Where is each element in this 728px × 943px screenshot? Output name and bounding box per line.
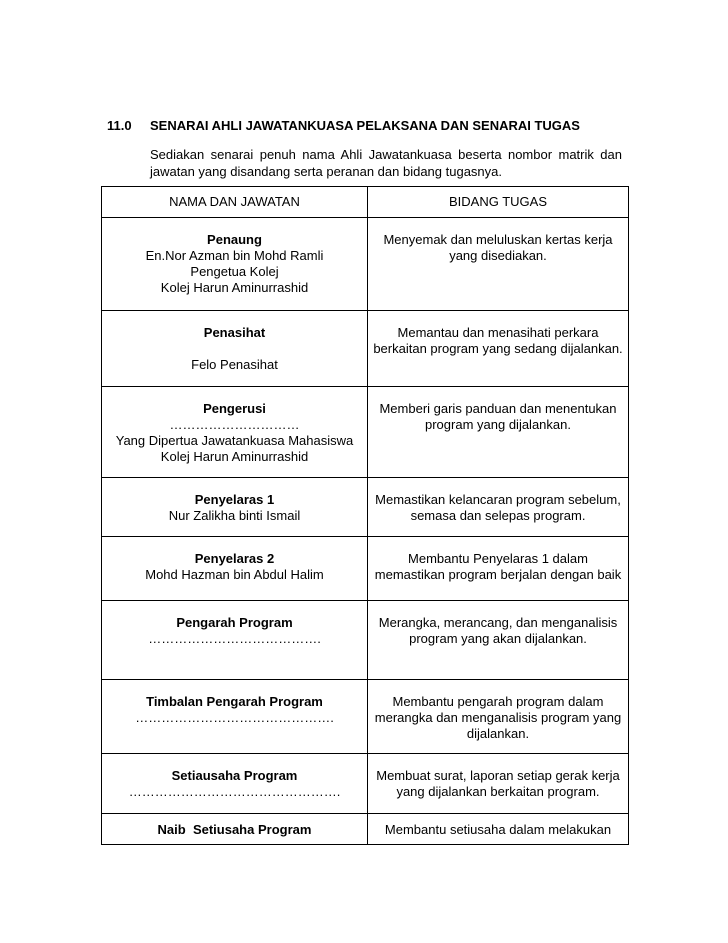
task-text: Memastikan kelancaran program sebelum, semasa dan selepas program.: [375, 492, 621, 523]
member-role: Penaung: [207, 232, 262, 247]
member-line: Felo Penasihat: [191, 357, 278, 372]
committee-table: [101, 186, 629, 845]
task-cell: [368, 680, 629, 754]
header-bidang-tugas: BIDANG TUGAS: [368, 187, 629, 218]
task-text: Membantu setiusaha dalam melakukan: [384, 822, 612, 837]
task-text: Membantu pengarah program dalam merangka dan menganalisis program yang dijalankan.: [374, 694, 622, 741]
member-line: Kolej Harun Aminurrashid: [160, 449, 309, 464]
table-row: [102, 537, 629, 601]
member-cell: [102, 478, 368, 537]
task-text: Memberi garis panduan dan menentukan program yang dijalankan.: [379, 401, 617, 432]
table-row: [102, 387, 629, 478]
task-text: Merangka, merancang, dan menganalisis program yang akan dijalankan.: [378, 615, 618, 646]
task-cell: [368, 601, 629, 680]
member-role: Penyelaras 1: [194, 492, 275, 507]
member-role: Pengerusi: [203, 401, 266, 416]
table-row: [102, 218, 629, 311]
table-row: [102, 814, 629, 845]
member-cell: [102, 387, 368, 478]
member-cell: [102, 537, 368, 601]
task-cell: [368, 814, 629, 845]
task-cell: [368, 754, 629, 814]
member-role: Pengarah Program: [176, 615, 293, 630]
table-row: [102, 754, 629, 814]
member-cell: [102, 218, 368, 311]
task-cell: [368, 218, 629, 311]
member-line: ……………………………………….: [135, 710, 334, 725]
section-heading: [107, 118, 580, 134]
member-line: En.Nor Azman bin Mohd Ramli: [145, 248, 324, 263]
member-role: Penasihat: [203, 325, 266, 340]
member-line: Mohd Hazman bin Abdul Halim: [145, 567, 324, 582]
task-cell: [368, 478, 629, 537]
table-row: [102, 601, 629, 680]
section-intro: Sediakan senarai penuh nama Ahli Jawatankuasa beserta nombor matrik dan jawatan yang disandang serta peranan dan bidang tugasnya.: [150, 147, 622, 179]
section-title: SENARAI AHLI JAWATANKUASA PELAKSANA DAN SENARAI TUGAS: [150, 118, 580, 133]
member-line: ………………………………………….: [128, 784, 341, 799]
task-cell: [368, 537, 629, 601]
member-role: Naib Setiusaha Program: [157, 822, 312, 837]
table-header-row: [102, 187, 629, 218]
task-cell: [368, 311, 629, 387]
member-line: Kolej Harun Aminurrashid: [160, 280, 309, 295]
header-nama-jawatan: NAMA DAN JAWATAN: [102, 187, 368, 218]
member-role: Setiausaha Program: [171, 768, 298, 783]
table-row: [102, 311, 629, 387]
task-text: Membuat surat, laporan setiap gerak kerja yang dijalankan berkaitan program.: [376, 768, 620, 799]
member-cell: [102, 680, 368, 754]
table-row: [102, 680, 629, 754]
member-role: Timbalan Pengarah Program: [146, 694, 323, 709]
member-cell: [102, 754, 368, 814]
task-text: Menyemak dan meluluskan kertas kerja yang disediakan.: [383, 232, 613, 263]
member-cell: [102, 601, 368, 680]
member-line: ………………………………….: [148, 631, 321, 646]
member-cell: [102, 311, 368, 387]
member-line: Pengetua Kolej: [190, 264, 279, 279]
member-line: Yang Dipertua Jawatankuasa Mahasiswa: [115, 433, 354, 448]
member-cell: [102, 814, 368, 845]
task-cell: [368, 387, 629, 478]
task-text: Membantu Penyelaras 1 dalam memastikan program berjalan dengan baik: [374, 551, 622, 582]
table-row: [102, 478, 629, 537]
task-text: Memantau dan menasihati perkara berkaitan program yang sedang dijalankan.: [373, 325, 623, 356]
member-role: Penyelaras 2: [194, 551, 275, 566]
section-number: 11.0: [107, 118, 132, 133]
member-line-blank: [102, 341, 367, 357]
member-line: …………………………: [169, 417, 300, 432]
member-line: Nur Zalikha binti Ismail: [168, 508, 301, 523]
